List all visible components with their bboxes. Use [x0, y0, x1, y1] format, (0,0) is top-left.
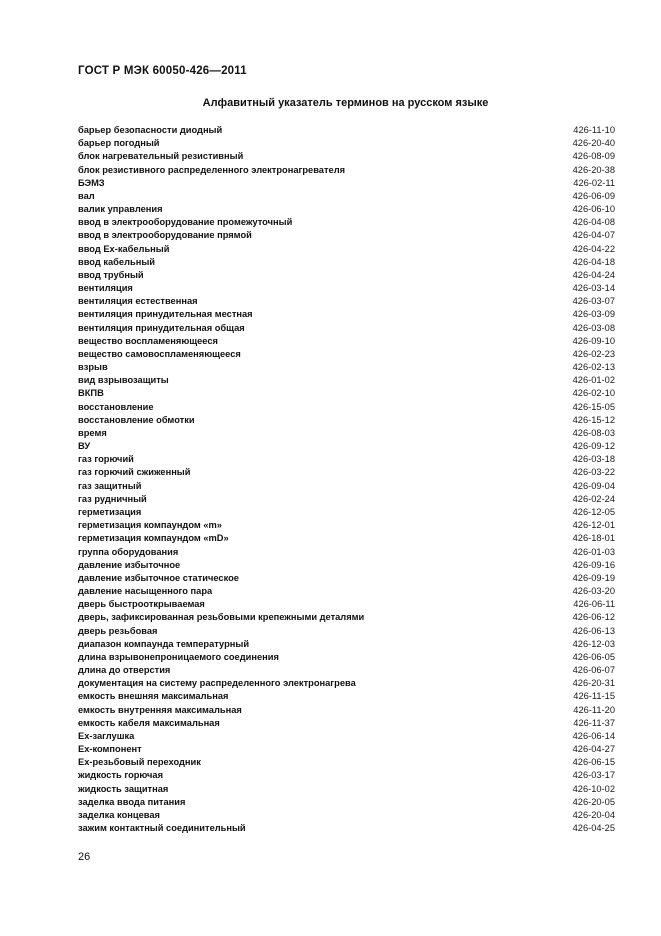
index-entry [78, 427, 615, 440]
index-term: барьер безопасности диодный [78, 125, 223, 135]
index-term: ввод кабельный [78, 256, 155, 267]
index-entry [78, 361, 615, 374]
index-term-code: 426-03-14 [572, 283, 615, 294]
index-term-code: 426-15-12 [572, 414, 615, 425]
index-term-code: 426-02-10 [572, 388, 615, 399]
index-term-code: 426-06-13 [572, 625, 615, 636]
index-term: дверь быстрооткрываемая [78, 599, 205, 610]
index-entry [78, 348, 615, 361]
index-term: жидкость горючая [78, 770, 164, 781]
index-entry [78, 743, 615, 756]
index-entry [78, 638, 615, 651]
index-entry [78, 651, 615, 664]
index-term: заделка ввода питания [78, 796, 186, 807]
index-term: восстановление обмотки [78, 414, 195, 425]
index-term-code: 426-02-11 [573, 177, 615, 188]
index-term-code: 426-20-31 [572, 678, 615, 689]
index-entry [78, 532, 615, 545]
index-entry [78, 598, 615, 611]
index-entry [78, 756, 615, 769]
index-term-code: 426-02-23 [572, 348, 615, 359]
index-term: БЭМЗ [78, 177, 105, 188]
index-term-code: 426-03-08 [572, 322, 615, 333]
index-entry [78, 295, 615, 308]
index-entry [78, 546, 615, 559]
index-term: группа оборудования [78, 546, 179, 557]
index-term-code: 426-03-20 [572, 586, 615, 597]
index-term-code: 426-08-09 [572, 151, 615, 162]
page-number: 26 [78, 851, 91, 863]
index-entry [78, 664, 615, 677]
index-entry [78, 783, 615, 796]
index-term-code: 426-03-09 [572, 309, 615, 320]
index-term: емкость кабеля максимальная [78, 717, 220, 728]
index-entry [78, 177, 615, 190]
index-entry [78, 322, 615, 335]
index-term: дверь, зафиксированная резьбовыми крепежными деталями [78, 612, 365, 623]
index-entry [78, 809, 615, 822]
index-term-code: 426-20-38 [572, 164, 615, 175]
index-entry [78, 796, 615, 809]
index-term: Ex-резьбовый переходник [78, 757, 201, 768]
index-term-code: 426-06-11 [573, 599, 615, 610]
index-entry [78, 256, 615, 269]
index-term: жидкость защитная [78, 783, 169, 794]
term-index-list [78, 124, 615, 835]
index-entry [78, 335, 615, 348]
index-term: герметизация компаундом «m» [78, 520, 222, 531]
index-entry [78, 585, 615, 598]
index-term: вещество самовоспламеняющееся [78, 348, 241, 359]
index-entry [78, 124, 615, 137]
index-entry [78, 150, 615, 163]
index-term: взрыв [78, 362, 108, 373]
index-term-code: 426-18-01 [572, 533, 615, 544]
index-term: заделка концевая [78, 809, 160, 820]
index-term-code: 426-06-05 [572, 651, 615, 662]
index-term: ввод трубный [78, 269, 144, 280]
index-term-code: 426-20-40 [572, 138, 615, 149]
index-term-code: 426-03-22 [572, 467, 615, 478]
index-term-code: 426-02-24 [572, 493, 615, 504]
index-term-code: 426-20-05 [572, 796, 615, 807]
index-term-code: 426-02-13 [572, 362, 615, 373]
index-term-code: 426-04-25 [572, 823, 615, 834]
index-term: емкость внутренняя максимальная [78, 704, 242, 715]
index-term-code: 426-12-01 [572, 520, 615, 531]
index-term-code: 426-03-07 [572, 296, 615, 307]
index-term: вещество воспламеняющееся [78, 335, 218, 346]
index-term-code: 426-06-12 [572, 612, 615, 623]
index-term-code: 426-09-19 [572, 572, 615, 583]
index-term: время [78, 427, 107, 438]
index-entry [78, 282, 615, 295]
index-entry [78, 625, 615, 638]
index-term-code: 426-04-18 [572, 256, 615, 267]
index-term: ВУ [78, 441, 91, 452]
index-entry [78, 506, 615, 519]
index-entry [78, 229, 615, 242]
index-term-code: 426-09-04 [572, 480, 615, 491]
index-term: длина до отверстия [78, 665, 171, 676]
index-entry [78, 190, 615, 203]
index-entry [78, 453, 615, 466]
index-term: барьер погодный [78, 138, 160, 149]
index-term: ввод в электрооборудование промежуточный [78, 217, 293, 228]
index-term-code: 426-04-27 [572, 744, 615, 755]
index-term: герметизация [78, 506, 142, 517]
index-term-code: 426-04-24 [572, 269, 615, 280]
index-term: Ex-компонент [78, 744, 142, 755]
index-term: восстановление [78, 401, 154, 412]
document-code: ГОСТ Р МЭК 60050-426—2011 [78, 65, 247, 77]
index-entry [78, 704, 615, 717]
index-term: зажим контактный соединительный [78, 823, 246, 834]
index-term-code: 426-01-03 [572, 546, 615, 557]
index-term-code: 426-01-02 [572, 375, 615, 386]
index-term: Ex-заглушка [78, 730, 135, 741]
index-term: герметизация компаундом «mD» [78, 533, 229, 544]
index-term-code: 426-04-08 [572, 217, 615, 228]
index-term: газ рудничный [78, 493, 147, 504]
index-term-code: 426-04-07 [572, 230, 615, 241]
index-term: емкость внешняя максимальная [78, 691, 229, 702]
index-term: вентиляция принудительная местная [78, 309, 253, 320]
index-entry [78, 216, 615, 229]
index-entry [78, 466, 615, 479]
index-term-code: 426-15-05 [572, 401, 615, 412]
index-term-code: 426-20-04 [572, 809, 615, 820]
index-entry [78, 730, 615, 743]
index-term-code: 426-11-20 [573, 704, 615, 715]
index-entry [78, 559, 615, 572]
index-term: давление избыточное [78, 559, 181, 570]
index-term-code: 426-11-10 [573, 125, 615, 135]
index-term-code: 426-03-18 [572, 454, 615, 465]
index-entry [78, 690, 615, 703]
index-term-code: 426-12-03 [572, 638, 615, 649]
index-term: ввод в электрооборудование прямой [78, 230, 252, 241]
index-entry [78, 203, 615, 216]
index-term-code: 426-11-15 [573, 691, 615, 702]
index-term: вентиляция естественная [78, 296, 198, 307]
index-term-code: 426-12-05 [572, 506, 615, 517]
index-entry [78, 493, 615, 506]
index-term: диапазон компаунда температурный [78, 638, 250, 649]
index-term: ввод Ex-кабельный [78, 243, 170, 254]
index-term: блок резистивного распределенного электронагревателя [78, 164, 346, 175]
index-entry [78, 572, 615, 585]
index-term: газ защитный [78, 480, 142, 491]
index-term-code: 426-06-10 [572, 204, 615, 215]
index-term: ВКПВ [78, 388, 104, 399]
index-term: вал [78, 190, 95, 201]
index-term: газ горючий сжиженный [78, 467, 191, 478]
index-entry [78, 480, 615, 493]
index-term-code: 426-06-14 [572, 730, 615, 741]
index-entry [78, 769, 615, 782]
index-entry [78, 401, 615, 414]
index-term-code: 426-03-17 [572, 770, 615, 781]
index-term-code: 426-06-09 [572, 190, 615, 201]
index-entry [78, 137, 615, 150]
index-term-code: 426-09-10 [572, 335, 615, 346]
index-term: давление избыточное статическое [78, 572, 239, 583]
index-term-code: 426-04-22 [572, 243, 615, 254]
index-entry [78, 677, 615, 690]
index-entry [78, 269, 615, 282]
index-term-code: 426-06-07 [572, 665, 615, 676]
index-entry [78, 243, 615, 256]
index-entry [78, 308, 615, 321]
index-entry [78, 387, 615, 400]
index-term-code: 426-11-37 [573, 717, 615, 728]
index-term: документация на систему распределенного электронагрева [78, 678, 356, 689]
index-entry [78, 611, 615, 624]
index-term: газ горючий [78, 454, 134, 465]
index-term-code: 426-08-03 [572, 427, 615, 438]
index-title: Алфавитный указатель терминов на русском языке [202, 97, 489, 109]
index-term-code: 426-06-15 [572, 757, 615, 768]
index-entry [78, 374, 615, 387]
index-term: длина взрывонепроницаемого соединения [78, 651, 279, 662]
index-term: блок нагревательный резистивный [78, 151, 244, 162]
index-term-code: 426-09-12 [572, 441, 615, 452]
index-term: вентиляция принудительная общая [78, 322, 245, 333]
index-entry [78, 519, 615, 532]
index-term: вентиляция [78, 283, 133, 294]
index-term: дверь резьбовая [78, 625, 158, 636]
index-term-code: 426-10-02 [572, 783, 615, 794]
index-entry [78, 717, 615, 730]
index-term: давление насыщенного пара [78, 586, 213, 597]
index-entry [78, 822, 615, 835]
index-term: валик управления [78, 204, 163, 215]
index-entry [78, 440, 615, 453]
index-term: вид взрывозащиты [78, 375, 169, 386]
index-term-code: 426-09-16 [572, 559, 615, 570]
index-entry [78, 414, 615, 427]
index-entry [78, 164, 615, 177]
